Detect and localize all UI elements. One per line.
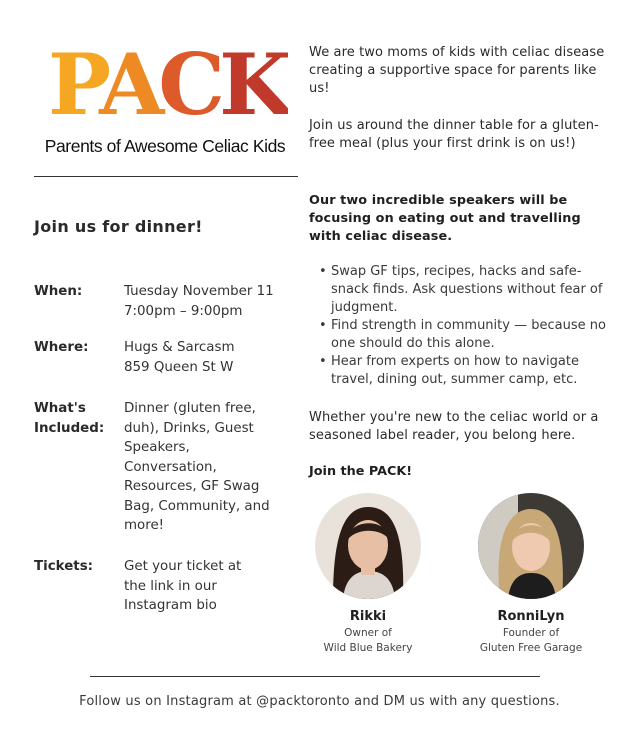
- included-line: Bag, Community, and: [124, 498, 270, 514]
- when-label: When:: [34, 284, 83, 299]
- included-line: duh), Drinks, Guest: [124, 420, 254, 436]
- included-value: [124, 399, 270, 536]
- list-item: • Hear from experts on how to navigate travel, dining out, summer camp, etc.: [309, 353, 614, 389]
- when-value: [124, 282, 274, 321]
- divider: [34, 176, 298, 177]
- speaker-name: Rikki: [349, 609, 387, 624]
- speaker-role-line: Gluten Free Garage: [479, 642, 583, 654]
- welcome-paragraph: Whether you're new to the celiac world or a seasoned label reader, you belong here.: [309, 410, 599, 443]
- list-item: • Swap GF tips, recipes, hacks and safe-snack finds. Ask questions without fear of judgment.: [309, 263, 614, 317]
- when-row: [34, 282, 274, 321]
- svg-text:PACK: PACK: [48, 42, 287, 122]
- intro-paragraph: We are two moms of kids with celiac disease creating a supportive space for parents like us!: [309, 45, 605, 96]
- speaker-name: RonniLyn: [497, 609, 565, 624]
- included-line: Dinner (gluten free,: [124, 401, 256, 416]
- included-label: [34, 399, 124, 536]
- included-line: Resources, GF Swag: [124, 479, 260, 494]
- join-heading: Join the PACK!: [309, 464, 413, 479]
- avatar: [315, 493, 421, 599]
- speaker-role-line: Founder of: [502, 627, 560, 639]
- tickets-line: the link in our: [124, 578, 217, 594]
- footer-text: Follow us on Instagram at @packtoronto and DM us with any questions.: [79, 694, 560, 709]
- speaker-photo: [478, 493, 584, 599]
- where-row: [34, 338, 235, 377]
- speakers-paragraph: Our two incredible speakers will be focusing on eating out and travelling with celiac disease.: [309, 193, 581, 244]
- included-label-line: What's: [34, 401, 86, 416]
- tickets-line: Instagram bio: [124, 598, 217, 613]
- included-label-line: Included:: [34, 420, 105, 436]
- tagline: Parents of Awesome Celiac Kids: [44, 136, 286, 156]
- where-value: [124, 338, 235, 377]
- speaker-role-line: Owner of: [344, 627, 392, 639]
- venue-address: 859 Queen St W: [124, 359, 234, 375]
- tickets-value: [124, 557, 241, 616]
- when-time: 7:00pm – 9:00pm: [124, 303, 243, 319]
- speaker-card: [466, 493, 596, 656]
- speaker-role: [466, 626, 596, 656]
- tickets-line: Get your ticket at: [124, 559, 242, 574]
- tickets-row: [34, 557, 241, 616]
- included-line: Speakers,: [124, 440, 190, 455]
- when-date: Tuesday November 11: [124, 284, 274, 299]
- speaker-role-line: Wild Blue Bakery: [323, 642, 413, 654]
- included-line: Conversation,: [124, 459, 217, 475]
- benefits-list: [309, 263, 614, 389]
- speaker-role: [303, 626, 433, 656]
- venue-name: Hugs & Sarcasm: [124, 340, 235, 355]
- speaker-card: [303, 493, 433, 656]
- speaker-photo: [315, 493, 421, 599]
- divider: [90, 676, 540, 677]
- avatar: [478, 493, 584, 599]
- tickets-label: Tickets:: [34, 559, 94, 574]
- list-item: • Find strength in community — because no one should do this alone.: [309, 317, 614, 353]
- event-heading: Join us for dinner!: [34, 217, 203, 236]
- included-line: more!: [124, 518, 165, 533]
- pack-logo-wordmark: [48, 42, 288, 122]
- pack-logo: [48, 42, 288, 122]
- included-row: [34, 399, 270, 536]
- where-label: Where:: [34, 340, 89, 355]
- dinner-paragraph: Join us around the dinner table for a gluten-free meal (plus your first drink is on us!): [309, 118, 599, 151]
